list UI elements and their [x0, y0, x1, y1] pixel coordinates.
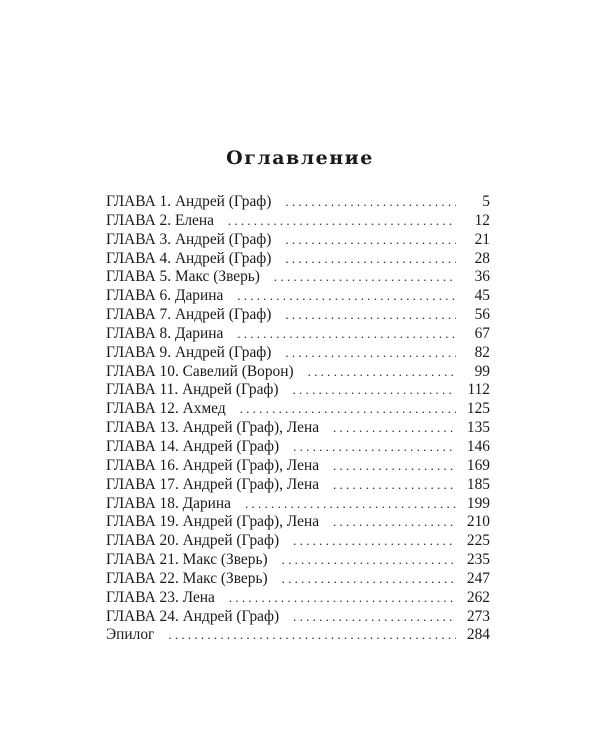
toc-entry-label: ГЛАВА 21. Макс (Зверь) [106, 551, 268, 569]
toc-entry [106, 608, 490, 627]
toc-entry [106, 589, 490, 608]
toc-entry-page-number: 12 [474, 211, 490, 229]
toc-entry-page-number: 210 [466, 513, 490, 531]
toc-entry-page-number: 28 [474, 249, 490, 267]
toc-entry-label: ГЛАВА 3. Андрей (Граф) [106, 230, 272, 248]
toc-dot-leader [274, 268, 456, 287]
toc-entry-label: ГЛАВА 14. Андрей (Граф) [106, 437, 280, 455]
toc-entry-label: ГЛАВА 4. Андрей (Граф) [106, 249, 272, 267]
toc-entry-page-number: 36 [474, 268, 490, 286]
toc-entry [106, 250, 490, 269]
toc-entry-label: ГЛАВА 20. Андрей (Граф) [106, 532, 280, 550]
toc-entry-page-number: 225 [466, 532, 490, 550]
toc-entry [106, 344, 490, 363]
toc-entry-label: ГЛАВА 19. Андрей (Граф), Лена [106, 513, 320, 531]
toc-entry [106, 513, 490, 532]
toc-entry [106, 570, 490, 589]
toc-entry-page-number: 185 [466, 475, 490, 493]
page-title: Оглавление [226, 146, 374, 169]
toc-entry [106, 532, 490, 551]
toc-entry [106, 306, 490, 325]
toc-entry-label: ГЛАВА 17. Андрей (Граф), Лена [106, 475, 320, 493]
toc-entry-page-number: 135 [466, 419, 490, 437]
toc-entry-page-number: 45 [474, 287, 490, 305]
toc-entry-page-number: 262 [466, 588, 490, 606]
toc-entry [106, 400, 490, 419]
toc-entry [106, 419, 490, 438]
toc-dot-leader [293, 532, 456, 551]
toc-entry [106, 212, 490, 231]
toc-entry-page-number: 235 [466, 551, 490, 569]
toc-entry-page-number: 112 [467, 381, 490, 399]
toc-entry-label: ГЛАВА 22. Макс (Зверь) [106, 569, 268, 587]
toc-entry-label: ГЛАВА 7. Андрей (Граф) [106, 306, 272, 324]
toc-entry-label: ГЛАВА 2. Елена [106, 211, 214, 229]
toc-entry-page-number: 67 [474, 324, 490, 342]
toc-dot-leader [293, 381, 456, 400]
toc-entry [106, 551, 490, 570]
toc-entry [106, 231, 490, 250]
toc-entry-label: ГЛАВА 1. Андрей (Граф) [106, 193, 272, 210]
toc-entry [106, 268, 490, 287]
toc-entry [106, 626, 490, 645]
toc-dot-leader [228, 212, 456, 231]
toc-dot-leader [237, 325, 456, 344]
toc-entry-label: ГЛАВА 16. Андрей (Граф), Лена [106, 456, 320, 474]
toc-entry-page-number: 247 [466, 569, 490, 587]
toc-dot-leader [282, 570, 456, 589]
toc-dot-leader [333, 419, 456, 438]
toc-entry [106, 381, 490, 400]
toc-entry [106, 325, 490, 344]
toc-entry-page-number: 284 [466, 626, 490, 644]
toc-entry-label: ГЛАВА 24. Андрей (Граф) [106, 607, 280, 625]
toc-dot-leader [285, 344, 456, 363]
toc-dot-leader [240, 400, 456, 419]
toc-entry [106, 457, 490, 476]
toc-dot-leader [168, 626, 456, 645]
toc-dot-leader [285, 193, 456, 212]
toc-entry [106, 287, 490, 306]
toc-dot-leader [282, 551, 456, 570]
toc-dot-leader [333, 457, 456, 476]
toc-entry-label: ГЛАВА 6. Дарина [106, 287, 224, 305]
toc-entry-page-number: 56 [474, 306, 490, 324]
toc-entry-label: ГЛАВА 12. Ахмед [106, 400, 226, 418]
toc-dot-leader [229, 589, 456, 608]
toc-dot-leader [237, 287, 456, 306]
toc-entry [106, 495, 490, 514]
toc-entry-label: ГЛАВА 11. Андрей (Граф) [106, 381, 279, 399]
toc-dot-leader [245, 495, 456, 514]
toc-dot-leader [333, 476, 456, 495]
toc-dot-leader [293, 608, 456, 627]
toc-dot-leader [285, 250, 456, 269]
toc-entry-page-number: 21 [474, 230, 490, 248]
toc-entry-page-number: 82 [474, 343, 490, 361]
toc-entry-label: ГЛАВА 9. Андрей (Граф) [106, 343, 272, 361]
toc-entry-page-number: 169 [466, 456, 490, 474]
toc-entry-label: ГЛАВА 10. Савелий (Ворон) [106, 362, 294, 380]
toc-entry-page-number: 146 [466, 437, 490, 455]
toc-entry [106, 438, 490, 457]
toc-dot-leader [308, 363, 456, 382]
toc-dot-leader [285, 306, 456, 325]
toc-entry-label: ГЛАВА 13. Андрей (Граф), Лена [106, 419, 320, 437]
toc-entry [106, 363, 490, 382]
toc-entry-page-number: 125 [466, 400, 490, 418]
toc-entry-page-number: 5 [482, 193, 490, 210]
toc-entry-label: ГЛАВА 5. Макс (Зверь) [106, 268, 260, 286]
toc-entry-page-number: 99 [474, 362, 490, 380]
toc-entry-page-number: 199 [466, 494, 490, 512]
toc-dot-leader [333, 513, 456, 532]
table-of-contents [106, 193, 490, 645]
toc-entry-label: Эпилог [106, 626, 155, 644]
toc-entry [106, 476, 490, 495]
toc-entry-label: ГЛАВА 8. Дарина [106, 324, 224, 342]
toc-entry [106, 193, 490, 212]
toc-dot-leader [285, 231, 456, 250]
toc-dot-leader [293, 438, 456, 457]
toc-entry-label: ГЛАВА 23. Лена [106, 588, 215, 606]
toc-entry-page-number: 273 [466, 607, 490, 625]
toc-entry-label: ГЛАВА 18. Дарина [106, 494, 231, 512]
